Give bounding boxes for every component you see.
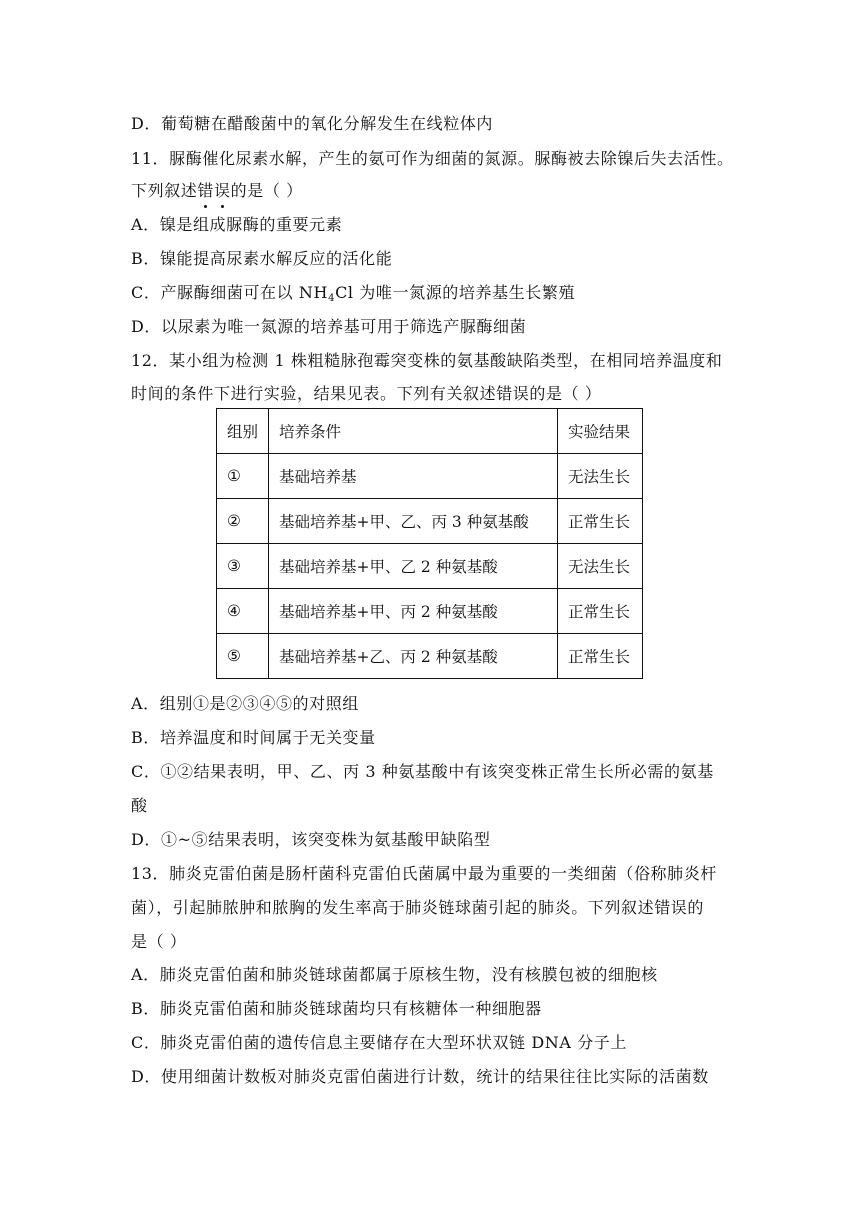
- table-cell: 正常生长: [558, 589, 643, 634]
- table-row: [217, 454, 643, 499]
- q10-option-d: D．葡萄糖在醋酸菌中的氧化分解发生在线粒体内: [131, 114, 494, 133]
- q12-stem-line2: 时间的条件下进行实验，结果见表。下列有关叙述错误的是（ ）: [131, 384, 602, 403]
- table-cell: 正常生长: [558, 634, 643, 679]
- q12-option-c-line2: 酸: [131, 796, 148, 815]
- q13-stem-line3: 是（ ）: [131, 932, 187, 951]
- q13-option-a: A．肺炎克雷伯菌和肺炎链球菌都属于原核生物，没有核膜包被的细胞核: [131, 965, 658, 984]
- q13-option-b: B．肺炎克雷伯菌和肺炎链球菌均只有核糖体一种细胞器: [131, 999, 542, 1018]
- emphasis-dot-char: 误: [214, 178, 231, 201]
- table-cell: 基础培养基: [269, 454, 558, 499]
- q11-stem-text: 的是（ ）: [230, 181, 303, 200]
- q11-option-b: B．镍能提高尿素水解反应的活化能: [131, 249, 393, 268]
- q11-option-c: [131, 280, 575, 304]
- table-cell: 基础培养基+乙、丙 2 种氨基酸: [269, 634, 558, 679]
- q12-option-d: D．①~⑤结果表明，该突变株为氨基酸甲缺陷型: [131, 830, 491, 849]
- q11-option-c-text: C．产脲酶细菌可在以 NH: [131, 283, 329, 302]
- table-cell: ④: [217, 589, 269, 634]
- table-header-cell: 实验结果: [558, 409, 643, 454]
- table-row: [217, 589, 643, 634]
- q12-stem-line1: 12．某小组为检测 1 株粗糙脉孢霉突变株的氨基酸缺陷类型，在相同培养温度和: [131, 351, 723, 370]
- table-cell: 基础培养基+甲、乙、丙 3 种氨基酸: [269, 499, 558, 544]
- table-cell: 正常生长: [558, 499, 643, 544]
- table-header-cell: 组别: [217, 409, 269, 454]
- q12-option-b: B．培养温度和时间属于无关变量: [131, 728, 376, 747]
- table-cell: 无法生长: [558, 544, 643, 589]
- q11-stem-text: 下列叙述: [131, 181, 198, 200]
- q12-option-c-line1: C．①②结果表明，甲、乙、丙 3 种氨基酸中有该突变株正常生长所必需的氨基: [131, 762, 714, 781]
- table-cell: ①: [217, 454, 269, 499]
- q11-stem-line1: 11．脲酶催化尿素水解，产生的氨可作为细菌的氮源。脲酶被去除镍后失去活性。: [131, 149, 734, 168]
- table-header-cell: 培养条件: [269, 409, 558, 454]
- q11-option-d: D．以尿素为唯一氮源的培养基可用于筛选产脲酶细菌: [131, 317, 527, 336]
- emphasis-dot-char: 错: [197, 178, 214, 201]
- table-cell: ③: [217, 544, 269, 589]
- table-cell: ②: [217, 499, 269, 544]
- q12-option-a: A．组别①是②③④⑤的对照组: [131, 694, 359, 713]
- table-row: [217, 544, 643, 589]
- q13-option-d: D．使用细菌计数板对肺炎克雷伯菌进行计数，统计的结果往往比实际的活菌数: [131, 1067, 709, 1086]
- experiment-table: [216, 408, 643, 679]
- q11-option-a: A．镍是组成脲酶的重要元素: [131, 215, 343, 234]
- subscript: 4: [328, 293, 336, 304]
- table-cell: 基础培养基+甲、丙 2 种氨基酸: [269, 589, 558, 634]
- table-cell: ⑤: [217, 634, 269, 679]
- table-row: [217, 499, 643, 544]
- q13-option-c: C．肺炎克雷伯菌的遗传信息主要储存在大型环状双链 DNA 分子上: [131, 1033, 627, 1052]
- table-cell: 基础培养基+甲、乙 2 种氨基酸: [269, 544, 558, 589]
- q13-stem-line2: 菌），引起肺脓肿和脓胸的发生率高于肺炎链球菌引起的肺炎。下列叙述错误的: [131, 898, 705, 917]
- table-row: [217, 634, 643, 679]
- table-header-row: [217, 409, 643, 454]
- q13-stem-line1: 13．肺炎克雷伯菌是肠杆菌科克雷伯氏菌属中最为重要的一类细菌（俗称肺炎杆: [131, 864, 717, 883]
- q11-option-c-text: Cl 为唯一氮源的培养基生长繁殖: [335, 283, 576, 302]
- q11-stem-line2: [131, 178, 303, 201]
- table-cell: 无法生长: [558, 454, 643, 499]
